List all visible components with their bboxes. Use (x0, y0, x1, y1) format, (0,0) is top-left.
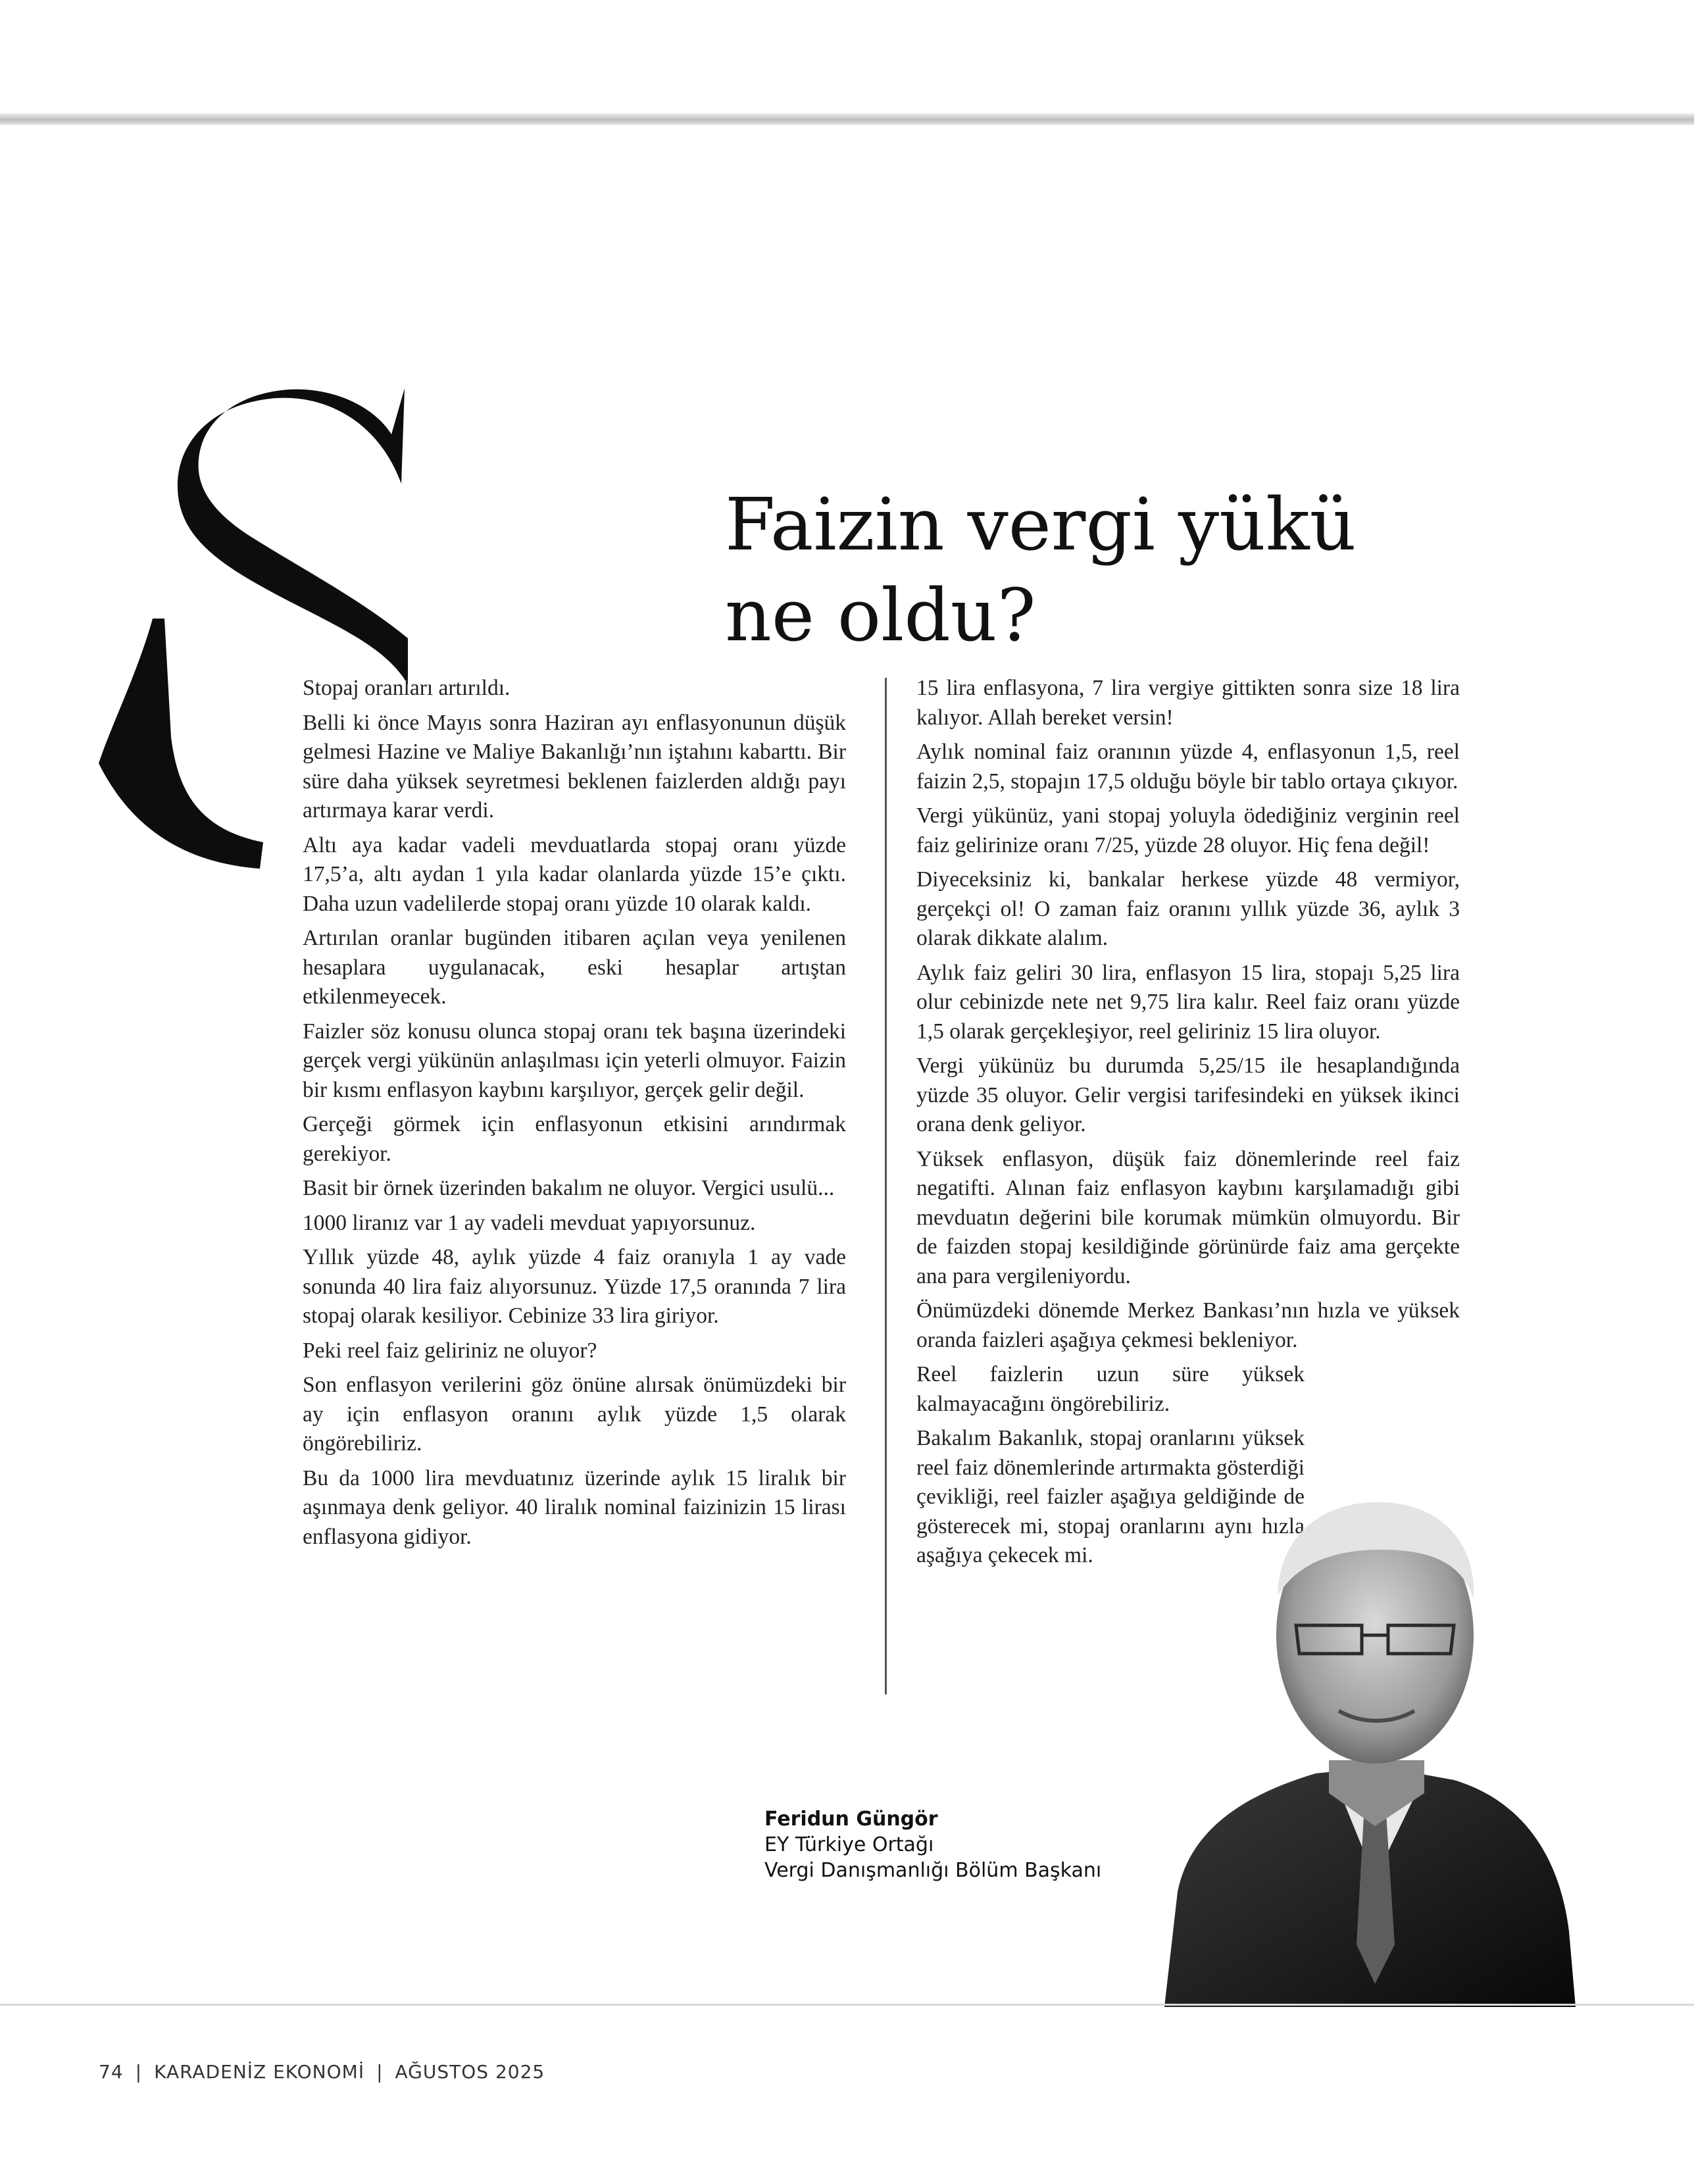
publication-name: KARADENİZ EKONOMİ (154, 2061, 365, 2083)
title-line-2: ne oldu? (725, 573, 1036, 657)
paragraph: Reel faizlerin uzun süre yüksek kalmayacağını öngörebiliriz. (916, 1362, 1305, 1416)
column-divider (885, 678, 887, 1694)
title-line-1: Faizin vergi yükü (725, 482, 1357, 567)
author-portrait (1164, 1484, 1585, 2007)
article-title (725, 479, 1356, 661)
paragraph: Bu da 1000 lira mevduatınız üzerinde aylık 15 liralık bir aşınmaya denk geliyor. 40 liralık nominal faizinizin 15 lirası enflasyona gidiyor. (303, 1465, 846, 1549)
paragraph: Faizler söz konusu olunca stopaj oranı tek başına üzerindeki gerçek vergi yükünün anlaşılması için yeterli olmuyor. Faizin bir kısmı enflasyon kaybını karşılıyor, gerçek gelir değil. (303, 1019, 846, 1102)
paragraph: Vergi yükünüz bu durumda 5,25/15 ile hesaplandığında yüzde 35 oluyor. Gelir vergisi tarifesindeki en yüksek ikinci orana denk geliyor. (916, 1054, 1460, 1136)
author-name: Feridun Güngör (764, 1808, 938, 1831)
author-role: EY Türkiye Ortağı (764, 1833, 934, 1856)
author-byline (764, 1806, 1101, 1883)
paragraph: Yüksek enflasyon, düşük faiz dönemlerinde reel faiz negatifti. Alınan faiz enflasyon kaybını karşılamadığı gibi mevduatın değerini bile korumak mümkün olmuyordu. Bir de faizden stopaj kesildiğinde görünürde faiz ama gerçekte ana para vergileniyordu. (916, 1146, 1460, 1288)
paragraph: Basit bir örnek üzerinden bakalım ne oluyor. Vergici usulü... (303, 1176, 835, 1200)
left-column (303, 674, 846, 1557)
paragraph: Son enflasyon verilerini göz önüne alırsak önümüzdeki bir ay için enflasyon oranını aylık yüzde 1,5 olarak öngörebiliriz. (303, 1373, 846, 1456)
author-photo (1164, 1484, 1585, 2007)
paragraph: Aylık nominal faiz oranının yüzde 4, enflasyonun 1,5, reel faizin 2,5, stopajın 17,5 olduğu böyle bir tablo ortaya çıkıyor. (916, 740, 1460, 794)
paragraph: Belli ki önce Mayıs sonra Haziran ayı enflasyonunun düşük gelmesi Hazine ve Maliye Bakanlığı’nın iştahını kabarttı. Bir süre daha yüksek seyretmesi beklenen faizlerden aldığı payı artırmaya karar verdi. (303, 710, 846, 823)
paragraph: Altı aya kadar vadeli mevduatlarda stopaj oranı yüzde 17,5’a, altı aydan 1 yıla kadar olanlarda yüzde 15’e çıktı. Daha uzun vadelilerde stopaj oranı yüzde 10 olarak kaldı. (303, 832, 846, 916)
page-footer (99, 2061, 545, 2083)
paragraph: Artırılan oranlar bugünden itibaren açılan veya yenilenen hesaplara uygulanacak, eski hesaplar artıştan etkilenmeyecek. (303, 926, 846, 1009)
bottom-rule (0, 2004, 1694, 2006)
paragraph: Diyeceksiniz ki, bankalar herkese yüzde 48 vermiyor, gerçekçi ol! O zaman faiz oranını yıllık yüzde 36, aylık 3 olarak dikkate alalım. (916, 867, 1460, 950)
paragraph: Aylık faiz geliri 30 lira, enflasyon 15 lira, stopajı 5,25 lira olur cebinizde nete net 9,75 lira kalır. Reel faiz oranı yüzde 1,5 olarak gerçekleşiyor, reel geliriniz 15 lira oluyor. (916, 960, 1460, 1044)
paragraph: Stopaj oranları artırıldı. (303, 676, 511, 700)
paragraph: 1000 liranız var 1 ay vadeli mevduat yapıyorsunuz. (303, 1210, 756, 1235)
author-department: Vergi Danışmanlığı Bölüm Başkanı (764, 1859, 1102, 1882)
paragraph: 15 lira enflasyona, 7 lira vergiye gittikten sonra size 18 lira kalıyor. Allah bereket versin! (916, 676, 1460, 730)
paragraph: Peki reel faiz geliriniz ne oluyor? (303, 1338, 597, 1363)
right-column (916, 674, 1460, 1576)
top-rule (0, 113, 1694, 125)
footer-separator: | (135, 2061, 143, 2083)
issue-date: AĞUSTOS 2025 (395, 2061, 545, 2083)
footer-separator: | (376, 2061, 384, 2083)
page-number: 74 (99, 2061, 124, 2083)
paragraph: Vergi yükünüz, yani stopaj yoluyla ödediğiniz verginin reel faiz gelirinize oranı 7/25, yüzde 28 oluyor. Hiç fena değil! (916, 803, 1460, 857)
paragraph: Önümüzdeki dönemde Merkez Bankası’nın hızla ve yüksek oranda faizleri aşağıya çekmesi bekleniyor. (916, 1298, 1460, 1352)
paragraph: Yıllık yüzde 48, aylık yüzde 4 faiz oranıyla 1 ay vade sonunda 40 lira faiz alıyorsunuz. Yüzde 17,5 oranında 7 lira stopaj olarak kesiliyor. Cebinize 33 lira giriyor. (303, 1245, 846, 1328)
paragraph: Bakalım Bakanlık, stopaj oranlarını yüksek reel faiz dönemlerinde artırmakta gösterdiği çevikliği, reel faizler aşağıya geldiğinde de gösterecek mi, stopaj oranlarını aynı hızla aşağıya çekecek mi. (916, 1426, 1305, 1567)
paragraph: Gerçeği görmek için enflasyonun etkisini arındırmak gerekiyor. (303, 1112, 846, 1166)
